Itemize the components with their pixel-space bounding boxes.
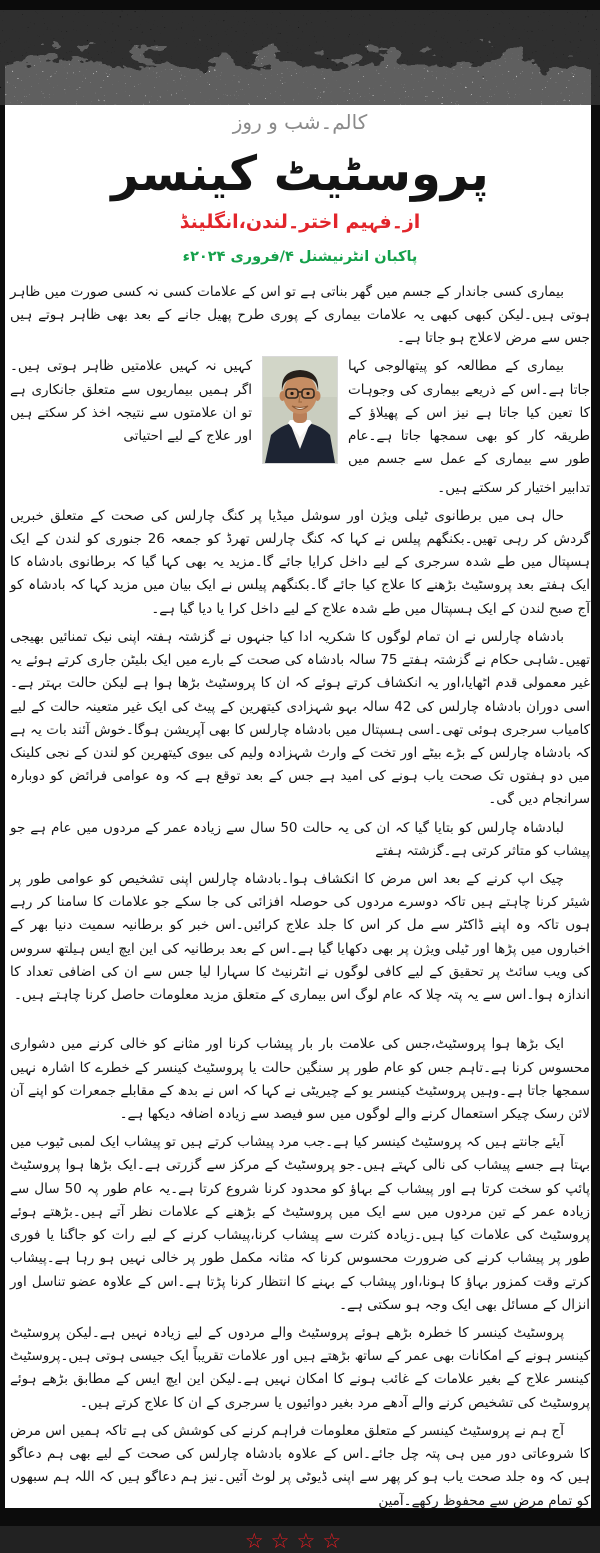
- paragraph-2-with-photo: [10, 355, 590, 471]
- end-of-article-stars: ☆☆☆☆: [244, 1528, 349, 1553]
- paragraph-3: حال ہی میں برطانوی ٹیلی ویژن اور سوشل میڈیا پر کنگ چارلس کی صحت کے متعلق خبریں گردش کر رہی تھیں۔بکنگھم پیلس نے کہا کہ کنگ چارلس تھرڈ کو جمعہ 26 جنوری کو لندن کے ایک ہسپتال میں طے شدہ سرجری کے لیے داخل کرایا جائے گا۔مزید یہ بھی کہا گیا کہ برطانوی بادشاہ کا ایک ہفتے بعد پروسٹیٹ بڑھنے کا علاج کیا جائے گا۔بکنگھم پیلس نے ایک بیان میں مزید کہا کہ بادشاہ کو آج صبح لندن کے ایک ہسپتال میں طے شدہ علاج کے لیے داخل کرا یا دیا گیا ہے۔: [10, 507, 591, 617]
- paragraph-5: لبادشاہ چارلس کو بتایا گیا کہ ان کی یہ حالت 50 سال سے زیادہ عمر کے مردوں میں عام ہے جو پیشاب کو متاثر کرتی ہے۔گزشتہ ہفتے: [10, 819, 590, 859]
- paragraph-2-tail: تدابیر اختیار کر سکتے ہیں۔: [437, 479, 590, 496]
- column-name-label: کالم۔شب و روز: [232, 110, 368, 134]
- article-content: [10, 96, 591, 1553]
- paragraph-6: چیک اپ کرنے کے بعد اس مرض کا انکشاف ہوا۔بادشاہ چارلس اپنی تشخیص کو عوامی طور پر شیئر کرنا چاہتے ہیں تاکہ دوسرے مردوں کی حوصلہ افزائی کی جا سکے جو علامات کا سامنا کر رہے ہوں تاکہ وہ اپنے ڈاکٹر سے مل کر اس کا جلد علاج کرائیں۔اس خبر کو برطانیہ سمیت دنیا بھر کے اخباروں میں پڑھا اور ٹیلی ویژن پر بھی دکھایا گیا ہے۔اس کے بعد برطانیہ کی این ایچ ایس ہیلتھ سروس کی ویب سائٹ پر تحقیق کے لیے کافی لوگوں نے انٹرنیٹ کا سہارا لیا جس سے ان کی اضافی تعداد کا اندازہ ہوا۔اس سے یہ پتہ چلا کہ عام لوگ اس بیماری کے متعلق مزید معلومات حاصل کرنا چاہتے ہیں۔: [10, 871, 590, 1004]
- paragraph-1: بیماری کسی جاندار کے جسم میں گھر بناتی ہے تو اس کے علامات کسی نہ کسی صورت میں ظاہر ہوتی ہیں۔لیکن کبھی کبھی یہ علامات بیماری کے پوری طرح پھیل جانے کے بعد بھی ظاہر ہوتے ہیں جس سے مرض لاعلاج ہو جاتا ہے۔: [10, 283, 590, 347]
- author-photo: [263, 357, 337, 463]
- paragraph-9: پروسٹیٹ کینسر کا خطرہ بڑھے ہوئے پروسٹیٹ والے مردوں کے لیے زیادہ نہیں ہے۔لیکن پروسٹیٹ کینسر ہونے کے امکانات بھی عمر کے ساتھ بڑھتے ہیں اور علامات تقریباً ایک جیسی ہوتی ہیں۔پروسٹیٹ کینسر علاج کے بغیر علامات کے غائب ہونے کا امکان نہیں ہے۔لیکن این ایچ ایس کے مطابق بڑھے ہوئے پروسٹیٹ کی تشخیص کرنے والے آدھے مرد بغیر دوائیوں یا سرجری کے ان کا علاج کرتے ہیں۔: [10, 1324, 590, 1411]
- publication-dateline: پاکبان انٹرنیشنل ۴/فروری ۲۰۲۴ء: [182, 248, 418, 265]
- article-body: [10, 281, 590, 1513]
- page-title: پروسٹیٹ کینسر: [111, 146, 489, 202]
- paragraph-7: ایک بڑھا ہوا پروسٹیٹ،جس کی علامت بار بار پیشاب کرنا اور مثانے کو خالی کرنے میں دشواری محسوس کرنا ہے۔تاہم جس کو عام طور پر سنگین حالت یا پروسٹیٹ کینسر کے خطرے کا اشارہ نہیں سمجھا جاتا ہے۔وہیں پروسٹیٹ کینسر یو کے چیریٹی نے کہا کہ اس نے بدھ کے مقابلے جمعرات کو اپنے آن لائن رسک چیکر استعمال کرنے والے لوگوں میں سو فیصد سے زیادہ اضافہ دیکھا ہے۔: [10, 1036, 590, 1123]
- paragraph-10: آج ہم نے پروسٹیٹ کینسر کے متعلق معلومات فراہم کرنے کی کوشش کی ہے تاکہ ہمیں اس مرض کا شروعاتی دور میں ہی پتہ چل جائے۔اس کے علاوہ بادشاہ چارلس کی صحت کے لیے بھی ہم دعاگو ہیں کہ وہ جلد صحت یاب ہو کر پھر سے اپنی ڈیوٹی پر لوٹ آئیں۔نیز ہم دعاگو ہیں کہ اللہ ہم سبھوں کو تمام مرض سے محفوظ رکھے۔آمین: [10, 1422, 590, 1509]
- paragraph-2: بیماری کے مطالعہ کو پیتھالوجی کہا جاتا ہے۔اس کے ذریعے بیماری کی وجوہات کا تعین کیا جاتا ہے نیز اس کے پھیلاؤ کے طریقہ کار کو بھی سمجھا جاتا ہے۔عام طور سے بیماری کے عمل سے جسم میں کہیں نہ کہیں علامتیں ظاہر ہوتی ہیں۔اگر ہمیں بیماریوں سے متعلق جانکاری ہے تو ان علامتوں سے نتیجہ اخذ کر سکتے ہیں اور علاج کے لیے احتیاتی: [10, 358, 590, 468]
- paragraph-8: آیئے جانتے ہیں کہ پروسٹیٹ کینسر کیا ہے۔جب مرد پیشاب کرتے ہیں تو پیشاب ایک لمبی ٹیوب میں بہتا ہے جسے پیشاب کی نالی کہتے ہیں۔جو پروسٹیٹ کے مرکز سے گزرتی ہے۔ایک بڑھا ہوا پروسٹیٹ پائپ کو سخت کرتا ہے اور پیشاب کے بہاؤ کو محدود کرنا شروع کرتا ہے۔یہ عام طور پہ 50 سال سے زیادہ عمر کے تین مردوں میں سے ایک میں پروسٹیٹ کے بڑھنے کے علامات نظر آتے ہیں۔بڑھتے ہوئے پروسٹیٹ کی علامات کیا ہیں۔زیادہ کثرت سے پیشاب کرنا،پیشاب کرنے کے لیے رات کو جاگنا یا فوری طور پر پیشاب کرنے کی ضرورت محسوس کرنا کہ مثانہ مکمل طور پر خالی نہیں ہو رہا ہے۔پیشاب کرتے وقت کمزور بہاؤ کا ہونا،اور پیشاب کے بہنے کا انتظار کرنا پڑتا ہے۔اس کے علاوہ عضو تناسل اور انزال کے مسائل بھی ایک وجہ ہو سکتی ہے۔: [10, 1134, 590, 1313]
- paragraph-4: بادشاہ چارلس نے ان تمام لوگوں کا شکریہ ادا کیا جنہوں نے گزشتہ ہفتہ اپنی نیک تمنائیں بھیجی تھیں۔شاہی حکام نے گزشتہ ہفتے 75 سالہ بادشاہ کی صحت کے بارے میں ایک بلیٹن جاری کرتے ہوئے یہ غیر معمولی قدم اٹھایا،اور یہ انکشاف کرتے ہوئے کہ ان کا پروسٹیٹ بڑھا ہوا ہے لیکن حالت بہتر ہے۔اسی دوران بادشاہ چارلس کی 42 سالہ بہو شہزادی کیتھرین کے پیٹ کی ایک غیر متعینہ حالت کے لیے کامیاب سرجری ہوئی تھی۔اسی ہسپتال میں بادشاہ چارلس کا بھی آپریشن ہوگا۔خوش آئند بات یہ ہے کہ بادشاہ چارلس کے بڑے بیٹے اور تخت کے وارث شہزادہ ولیم کی بیوی کیتھرین کو لندن کے نجی کلینک میں دو ہفتوں تک صحت یاب ہونے کی امید ہے جس کے بعد توقع ہے کہ وہ عوامی فرائض کو دوبارہ سرانجام دیں گی۔: [10, 628, 590, 808]
- author-portrait-illustration: [263, 357, 337, 463]
- author-byline: از۔فہیم اختر۔لندن،انگلینڈ: [179, 210, 421, 233]
